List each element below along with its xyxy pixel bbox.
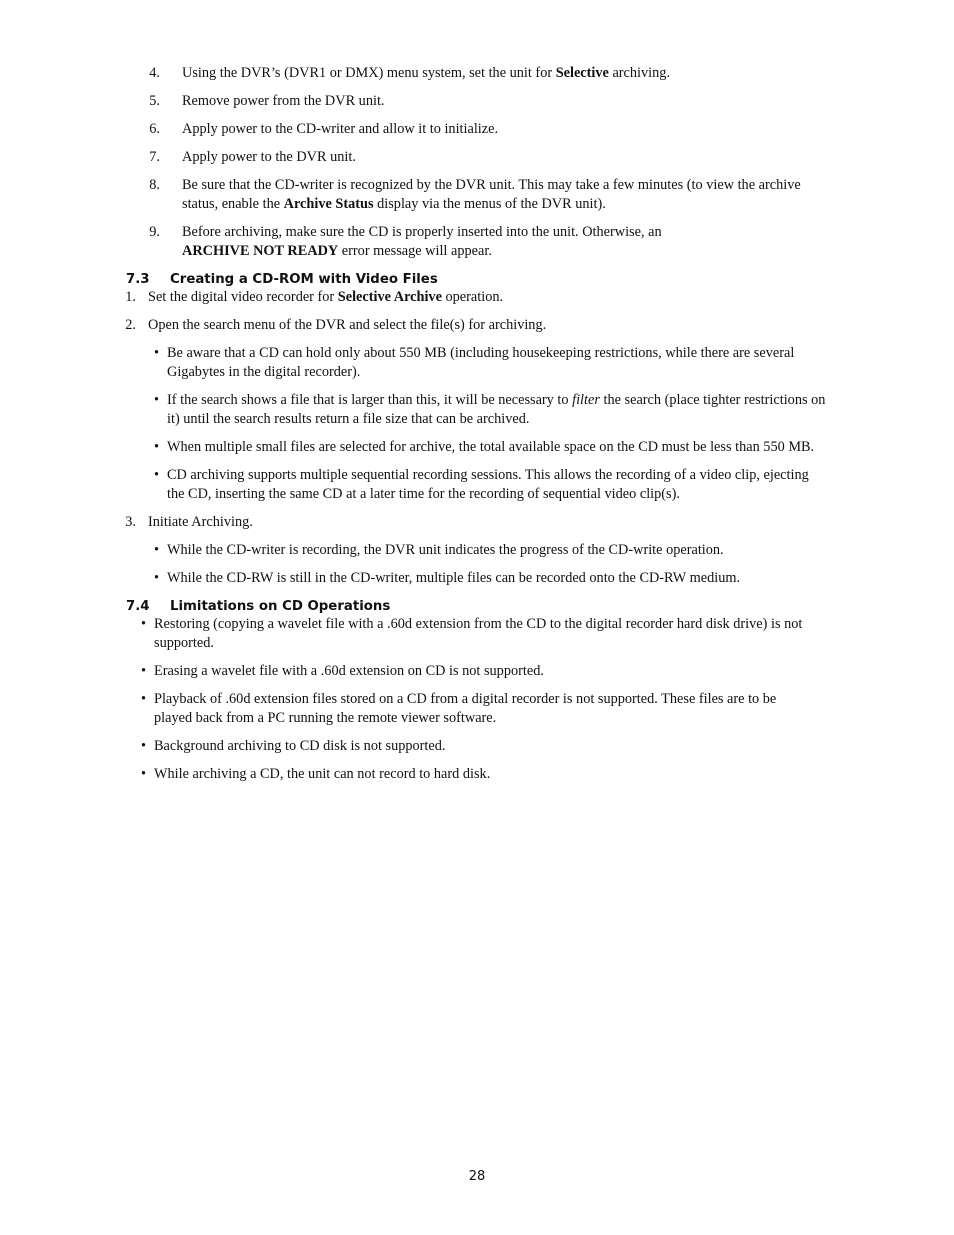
step-text: Open the search menu of the DVR and select the file(s) for archiving. <box>148 317 547 333</box>
bullet-icon: • <box>141 616 147 632</box>
bullet-icon: • <box>141 738 147 754</box>
section-title: Limitations on CD Operations <box>170 599 391 614</box>
step-number: 9. <box>149 224 160 240</box>
bullet-text: While the CD-writer is recording, the DVR unit indicates the progress of the CD-write operation. <box>167 542 724 558</box>
bullet-text: If the search shows a file that is larger than this, it will be necessary to filter the search (place tighter restrictions on it) until the search results return a file size that can be archived. <box>167 392 826 427</box>
bullet-icon: • <box>154 467 160 483</box>
step-number: 6. <box>149 121 160 137</box>
step-number: 5. <box>149 93 160 109</box>
bullet-text: Erasing a wavelet file with a .60d extension on CD is not supported. <box>154 663 544 679</box>
step-text: Initiate Archiving. <box>148 514 253 530</box>
section-number: 7.4 <box>126 599 150 614</box>
page-number: 28 <box>468 1169 486 1184</box>
bullet-text: Restoring (copying a wavelet file with a .60d extension from the CD to the digital recorder hard disk drive) is not supported. <box>154 616 803 651</box>
bullet-icon: • <box>154 542 160 558</box>
step-number: 2. <box>125 317 136 333</box>
step-text: Using the DVR’s (DVR1 or DMX) menu system, set the unit for Selective archiving. <box>182 65 671 81</box>
section-heading-7-4 <box>126 598 826 616</box>
bullet-text: Background archiving to CD disk is not supported. <box>154 738 446 754</box>
bullet-text: Be aware that a CD can hold only about 550 MB (including housekeeping restrictions, while there are several Gigabytes in the digital recorder). <box>167 345 795 380</box>
bullet-icon: • <box>141 663 147 679</box>
bullet-text: While archiving a CD, the unit can not record to hard disk. <box>154 766 491 782</box>
step-text: Set the digital video recorder for Selective Archive operation. <box>148 289 504 305</box>
step-number: 1. <box>125 289 136 305</box>
step-number: 3. <box>125 514 136 530</box>
step-text: Remove power from the DVR unit. <box>182 93 385 109</box>
step-number: 4. <box>149 65 160 81</box>
bullet-text: CD archiving supports multiple sequential recording sessions. This allows the recording of a video clip, ejecting the CD, inserting the same CD at a later time for the recording of sequential video clip(s). <box>167 467 809 502</box>
bullet-icon: • <box>141 766 147 782</box>
section-title: Creating a CD-ROM with Video Files <box>170 272 438 287</box>
bullet-icon: • <box>141 691 147 707</box>
bullet-icon: • <box>154 392 160 408</box>
bullet-icon: • <box>154 439 160 455</box>
section-heading-7-3 <box>126 271 826 289</box>
step-number: 8. <box>149 177 160 193</box>
section-number: 7.3 <box>126 272 150 287</box>
bullet-text: When multiple small files are selected for archive, the total available space on the CD must be less than 550 MB. <box>167 439 815 455</box>
step-text: Before archiving, make sure the CD is properly inserted into the unit. Otherwise, an ARCHIVE NOT READY error message will appear. <box>182 224 662 259</box>
bullet-text: While the CD-RW is still in the CD-writer, multiple files can be recorded onto the CD-RW medium. <box>167 570 741 586</box>
step-text: Be sure that the CD-writer is recognized by the DVR unit. This may take a few minutes (to view the archive status, enable the Archive Status display via the menus of the DVR unit). <box>182 177 801 212</box>
bullet-text: Playback of .60d extension files stored on a CD from a digital recorder is not supported. These files are to be played back from a PC running the remote viewer software. <box>154 691 777 726</box>
step-text: Apply power to the CD-writer and allow it to initialize. <box>182 121 499 137</box>
step-number: 7. <box>149 149 160 165</box>
bullet-icon: • <box>154 345 160 361</box>
bullet-icon: • <box>154 570 160 586</box>
step-text: Apply power to the DVR unit. <box>182 149 356 165</box>
